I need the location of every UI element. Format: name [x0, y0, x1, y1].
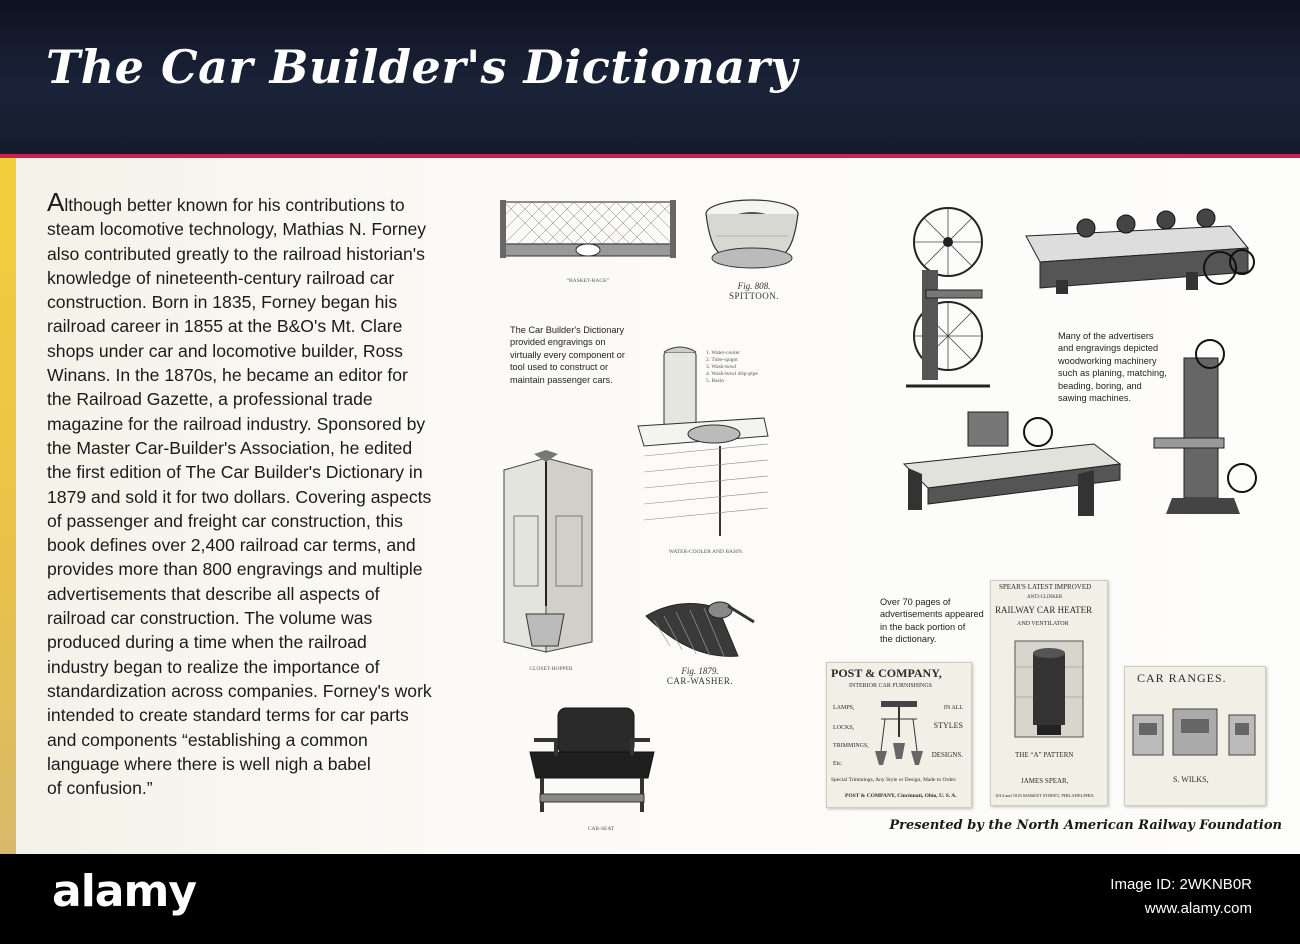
site-url-text: www.alamy.com [1144, 900, 1252, 917]
basket-rack-engraving [498, 196, 678, 274]
post-company-right-2: STYLES [933, 721, 963, 730]
body-line: industry began to realize the importance of [47, 656, 380, 677]
post-company-sub: INTERIOR CAR FURNISHINGS [849, 683, 933, 689]
body-line: magazine for the railroad industry. Sponsored by [47, 413, 426, 434]
drop-cap: A [47, 187, 65, 217]
caption-line: in the back portion of [880, 621, 966, 632]
closet-hopper-label: CLOSET-HOPPER [529, 666, 573, 672]
body-line: provides more than 800 engravings and multiple [47, 559, 423, 580]
caption-line: provided engravings on [510, 337, 606, 348]
spear-address: 1014 and 1016 MARKET STREET, PHILADELPHIA [995, 793, 1094, 798]
car-washer-caption [660, 666, 740, 686]
car-ranges-advertisement [1124, 666, 1266, 806]
water-cooler-list [706, 350, 758, 385]
basket-rack-caption [508, 278, 668, 285]
car-ranges-title: CAR RANGES. [1137, 671, 1227, 685]
car-seat-caption [536, 826, 666, 833]
caption-line: sawing machines. [1058, 393, 1132, 404]
body-line: and components “establishing a common [47, 729, 368, 750]
caption-line: woodworking machinery [1058, 355, 1157, 366]
body-line: the Master Car-Builder's Association, he edited [47, 437, 413, 458]
car-washer-label: CAR-WASHER. [666, 676, 734, 686]
body-line: language where there is well nigh a babel [47, 753, 371, 774]
car-ranges-maker: S. WILKS, [1173, 775, 1209, 784]
spear-line-3: RAILWAY CAR HEATER [995, 605, 1093, 615]
caption-line: The Car Builder's Dictionary [510, 325, 625, 335]
mortising-machine-engraving [1144, 338, 1260, 518]
body-line: the first edition of The Car Builder's Dictionary in [47, 462, 423, 483]
water-cooler-caption [646, 549, 766, 556]
boring-machine-engraving [898, 404, 1128, 522]
page-title: The Car Builder's Dictionary [46, 40, 798, 94]
body-line: intended to create standard terms for car parts [47, 705, 409, 726]
car-heater-illustration [1011, 637, 1087, 741]
caption-line: virtually every component or [510, 349, 625, 360]
post-company-right-3: DESIGNS. [931, 751, 963, 759]
post-company-left-4: Etc. [833, 761, 843, 767]
basket-rack-label: “BASKET-RACK” [566, 278, 610, 284]
spear-line-4: AND VENTILATOR [1017, 621, 1069, 627]
presented-by-credit: Presented by the North American Railway Foundation [889, 818, 1282, 833]
post-company-advertisement [826, 662, 972, 808]
post-company-left-2: LOCKS, [833, 725, 855, 731]
caption-line: advertisements appeared [880, 609, 984, 620]
body-paragraph [47, 187, 447, 800]
caption-line: Over 70 pages of [880, 597, 951, 607]
spittoon-engraving [700, 196, 804, 276]
car-seat-label: CAR-SEAT [587, 826, 615, 832]
caption-line: Many of the advertisers [1058, 331, 1154, 341]
body-line: knowledge of nineteenth-century railroad car [47, 267, 395, 288]
spittoon-label: SPITTOON. [728, 291, 780, 301]
spear-name: JAMES SPEAR, [1021, 777, 1069, 785]
body-line: advertisements that describe all aspects of [47, 583, 380, 604]
caption-line: the dictionary. [880, 634, 937, 645]
body-line: Winans. In the 1870s, he became an editor for [47, 365, 408, 386]
body-line: the Railroad Gazette, a professional trade [47, 389, 373, 410]
body-line: also contributed greatly to the railroad historian's [47, 243, 425, 264]
spittoon-fig-number: Fig. 808. [737, 281, 771, 291]
dictionary-caption [510, 324, 625, 386]
caption-line: beading, boring, and [1058, 380, 1142, 391]
body-line: standardization across companies. Forney's work [47, 680, 432, 701]
body-line: of confusion.” [47, 778, 153, 799]
planing-machine-engraving [1016, 206, 1260, 296]
spear-pattern: THE “A” PATTERN [1015, 751, 1074, 759]
left-stripe [0, 158, 16, 854]
water-cooler-label: WATER-COOLER AND BASIN. [668, 549, 744, 555]
spear-line-2: ANTI-CLINKER [1027, 595, 1063, 600]
cooler-list-item: 3. Wash-bowl [706, 364, 737, 370]
post-company-footer: Special Trimmings, Any Style or Design, Made to Order. [831, 777, 957, 783]
body-line: railroad career in 1855 at the B&O's Mt. Clare [47, 316, 403, 337]
body-line-rest: lthough better known for his contributions to [64, 195, 405, 215]
post-company-address: POST & COMPANY, Cincinnati, Ohio, U. S. A. [845, 793, 957, 799]
spear-line-1: SPEAR'S LATEST IMPROVED [999, 583, 1092, 591]
image-id-text: Image ID: 2WKNB0R [1110, 876, 1252, 893]
body-line: construction. Born in 1835, Forney began his [47, 292, 398, 313]
spittoon-caption [718, 281, 790, 301]
caption-line: tool used to construct or [510, 362, 609, 373]
band-saw-engraving [892, 200, 1004, 390]
body-line [47, 187, 447, 217]
alamy-logo: alamy [52, 866, 196, 917]
body-line: produced during a time when the railroad [47, 632, 367, 653]
post-company-name: POST & COMPANY, [831, 666, 942, 680]
body-line: 1879 and sold it for two dollars. Covering aspects [47, 486, 432, 507]
body-line: steam locomotive technology, Mathias N. Forney [47, 219, 427, 240]
ranges-illustration [1131, 701, 1259, 759]
car-washer-engraving [640, 586, 756, 662]
body-line: of passenger and freight car construction, this [47, 510, 403, 531]
spear-heater-advertisement [990, 580, 1108, 806]
pages-caption [880, 596, 984, 646]
car-washer-fig-number: Fig. 1879. [681, 666, 719, 676]
car-seat-engraving [520, 704, 664, 820]
closet-hopper-engraving [500, 446, 596, 660]
caption-line: such as planing, matching, [1058, 368, 1167, 379]
post-company-left-1: LAMPS, [833, 705, 855, 711]
cooler-list-item: 5. Basin [706, 378, 725, 384]
post-company-left-3: TRIMMINGS, [833, 743, 869, 749]
body-line: shops under car and locomotive builder, Ross [47, 340, 403, 361]
caption-line: maintain passenger cars. [510, 374, 613, 385]
cooler-list-item: 2. Tube-spigot [706, 357, 738, 363]
lamp-illustration [875, 697, 923, 769]
cooler-list-item: 1. Water-cooler [706, 350, 740, 356]
body-line: book defines over 2,400 railroad car terms, and [47, 535, 416, 556]
body-line: railroad car construction. The volume was [47, 608, 373, 629]
caption-line: and engravings depicted [1058, 343, 1159, 354]
closet-hopper-caption [506, 666, 596, 673]
post-company-right-1: IN ALL [943, 705, 963, 711]
cooler-list-item: 4. Wash-bowl drip-pipe [706, 371, 758, 377]
